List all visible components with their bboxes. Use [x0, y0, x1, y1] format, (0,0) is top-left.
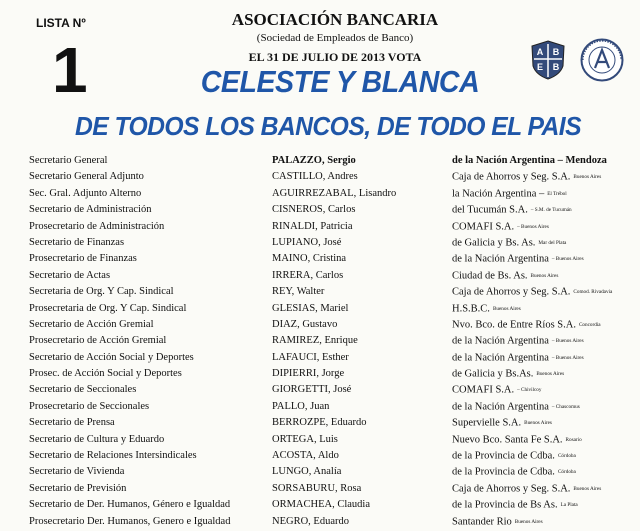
role-cell: Secretario de Der. Humanos, Género e Igualdad: [29, 499, 231, 511]
bank-location: – S.M. de Tucumán: [530, 207, 572, 214]
bank-cell: [452, 333, 612, 349]
role-cell: Secretario de Cultura y Eduardo: [29, 433, 165, 445]
bank-name: Santander Rio: [452, 516, 512, 528]
bank-cell: [452, 481, 612, 497]
bank-name: de Galicia y Bs.As.: [452, 368, 534, 380]
role-cell: Prosecretario Der. Humanos, Genero e Igualdad: [29, 515, 231, 527]
name-cell: PALLO, Juan: [272, 400, 330, 412]
name-cell: DIPIERRI, Jorge: [272, 368, 345, 380]
name-cell: CISNEROS, Carlos: [272, 204, 356, 216]
bank-name: de la Nación Argentina: [452, 401, 549, 413]
bank-location: Rosario: [565, 436, 582, 443]
bank-cell: [452, 514, 612, 530]
role-cell: Sec. Gral. Adjunto Alterno: [29, 187, 142, 199]
bank-name: de Galicia y Bs. As.: [452, 237, 536, 249]
name-cell: LAFAUCI, Esther: [272, 351, 349, 363]
bank-location: El Trébol: [547, 190, 567, 197]
bank-name: la Nación Argentina –: [452, 188, 545, 200]
bank-location: Concordia: [578, 321, 601, 328]
org-name: ASOCIACIÓN BANCARIA: [231, 10, 439, 29]
list-title: CELESTE Y BLANCA: [200, 64, 480, 99]
role-cell: Secretario de Vivienda: [29, 466, 125, 478]
lista-label: LISTA Nº: [36, 16, 86, 30]
bank-cell: [452, 153, 612, 169]
bank-location: Buenos Aires: [530, 272, 559, 279]
bank-cell: [452, 202, 612, 218]
role-column: [29, 153, 230, 530]
name-cell: SORSABURU, Rosa: [272, 482, 362, 494]
name-cell: GIORGETTI, José: [272, 384, 352, 396]
bank-name: Nvo. Bco. de Entre Ríos S.A.: [452, 319, 576, 331]
bank-location: Comod. Rivadavia: [573, 289, 613, 296]
name-cell: RAMIREZ, Enrique: [272, 335, 358, 347]
bank-name: Caja de Ahorros y Seg. S.A.: [452, 483, 571, 495]
role-cell: Secretario de Acción Social y Deportes: [29, 351, 194, 363]
name-cell: IRRERA, Carlos: [272, 269, 344, 281]
bank-location: Buenos Aires: [573, 485, 602, 492]
name-cell: LUPIANO, José: [272, 236, 342, 248]
bank-name: Supervielle S.A.: [452, 417, 522, 429]
bank-cell: [452, 366, 612, 382]
bank-name: de la Nación Argentina: [452, 253, 549, 265]
bank-location: Mar del Plata: [538, 239, 567, 246]
name-cell: AGUIRREZABAL, Lisandro: [272, 187, 397, 199]
bank-cell: [452, 399, 612, 415]
bank-name: de la Nación Argentina – Mendoza: [452, 155, 607, 166]
bank-location: – Buenos Aires: [551, 354, 584, 361]
bank-cell: [452, 268, 612, 284]
name-cell: ACOSTA, Aldo: [272, 450, 339, 462]
bank-cell: [452, 284, 612, 300]
role-cell: Prosecretario de Seccionales: [29, 400, 150, 412]
svg-text:B: B: [552, 47, 560, 57]
bank-location: Buenos Aires: [573, 174, 602, 181]
name-column: [272, 153, 396, 530]
role-cell: Secretario de Acción Gremial: [29, 318, 154, 330]
name-cell: LUNGO, Analía: [272, 466, 342, 478]
bank-name: COMAFI S.A.: [452, 221, 515, 233]
role-cell: Secretario de Previsión: [29, 482, 127, 494]
bank-name: H.S.B.C.: [452, 303, 490, 315]
name-cell: PALAZZO, Sergio: [272, 155, 356, 166]
role-cell: Prosecretario de Finanzas: [29, 253, 137, 265]
role-cell: Secretario de Prensa: [29, 417, 115, 429]
bank-location: La Plata: [560, 502, 578, 509]
role-cell: Secretario de Administración: [29, 204, 152, 216]
bank-name: de la Provincia de Cdba.: [452, 467, 555, 479]
role-cell: Secretario de Seccionales: [29, 384, 137, 396]
bank-cell: [452, 317, 612, 333]
role-cell: Prosec. de Acción Social y Deportes: [29, 368, 182, 380]
asociacion-bancaria-seal-logo: [580, 38, 624, 82]
name-cell: RINALDI, Patricia: [272, 220, 353, 232]
bank-location: Córdoba: [557, 469, 576, 476]
bank-name: Nuevo Bco. Santa Fe S.A.: [452, 434, 563, 446]
name-cell: DIAZ, Gustavo: [272, 318, 338, 330]
bank-name: COMAFI S.A.: [452, 385, 515, 397]
bank-cell: [452, 235, 612, 251]
bank-name: Caja de Ahorros y Seg. S.A.: [452, 286, 571, 298]
bank-name: Caja de Ahorros y Seg. S.A.: [452, 172, 571, 183]
svg-text:A: A: [536, 47, 544, 57]
role-cell: Prosecretario de Administración: [29, 220, 165, 232]
bank-cell: [452, 432, 612, 448]
role-cell: Secretaria de Org. Y Cap. Sindical: [29, 286, 174, 298]
bank-location: Buenos Aires: [536, 371, 565, 378]
lista-number: 1: [52, 34, 88, 106]
bank-location: Buenos Aires: [492, 305, 521, 312]
name-cell: MAINO, Cristina: [272, 253, 347, 265]
name-cell: ORMACHEA, Claudia: [272, 499, 370, 511]
name-cell: NEGRO, Eduardo: [272, 515, 349, 527]
role-cell: Prosecretaria de Org. Y Cap. Sindical: [29, 302, 187, 314]
svg-text:E: E: [536, 62, 544, 72]
bank-name: del Tucumán S.A.: [452, 204, 528, 216]
role-cell: Secretario General: [29, 155, 108, 166]
bank-cell: [452, 169, 612, 185]
bank-cell: [452, 251, 612, 267]
name-cell: GLESIAS, Mariel: [272, 302, 349, 314]
bank-location: – Chivilcoy: [517, 387, 542, 394]
bank-name: de la Provincia de Bs As.: [452, 499, 558, 511]
abeb-shield-logo: [530, 40, 566, 80]
bank-cell: [452, 464, 612, 480]
bank-cell: [452, 186, 612, 202]
bank-cell: [452, 448, 612, 464]
name-cell: BERROZPE, Eduardo: [272, 417, 367, 429]
bank-location: Buenos Aires: [524, 420, 552, 427]
role-cell: Secretario de Actas: [29, 269, 111, 281]
slogan: DE TODOS LOS BANCOS, DE TODO EL PAIS: [74, 111, 582, 141]
org-subtitle: (Sociedad de Empleados de Banco): [256, 32, 414, 44]
svg-text:B: B: [552, 62, 560, 72]
bank-cell: [452, 497, 612, 513]
role-cell: Secretario de Relaciones Intersindicales: [29, 450, 197, 462]
bank-cell: [452, 219, 612, 235]
bank-location: – Buenos Aires: [551, 256, 584, 263]
bank-cell: [452, 301, 612, 317]
name-cell: REY, Walter: [272, 286, 325, 298]
bank-location: – Chascomus: [551, 403, 580, 410]
bank-name: de la Provincia de Cdba.: [452, 450, 555, 462]
bank-location: Córdoba: [557, 453, 576, 460]
bank-name: de la Nación Argentina: [452, 352, 549, 364]
vote-date: EL 31 DE JULIO DE 2013 VOTA: [248, 50, 422, 64]
bank-location: – Buenos Aires: [517, 223, 549, 230]
bank-cell: [452, 382, 612, 398]
bank-name: de la Nación Argentina: [452, 335, 549, 347]
bank-column: [452, 153, 612, 530]
role-cell: Secretario de Finanzas: [29, 236, 125, 248]
name-cell: CASTILLO, Andres: [272, 171, 358, 183]
name-cell: ORTEGA, Luis: [272, 433, 338, 445]
bank-location: – Buenos Aires: [551, 338, 584, 345]
bank-cell: [452, 350, 612, 366]
role-cell: Prosecretario de Acción Gremial: [29, 335, 167, 347]
bank-location: Buenos Aires: [514, 518, 543, 525]
bank-cell: [452, 415, 612, 431]
role-cell: Secretario General Adjunto: [29, 171, 144, 183]
bank-name: Ciudad de Bs. As.: [452, 270, 528, 282]
